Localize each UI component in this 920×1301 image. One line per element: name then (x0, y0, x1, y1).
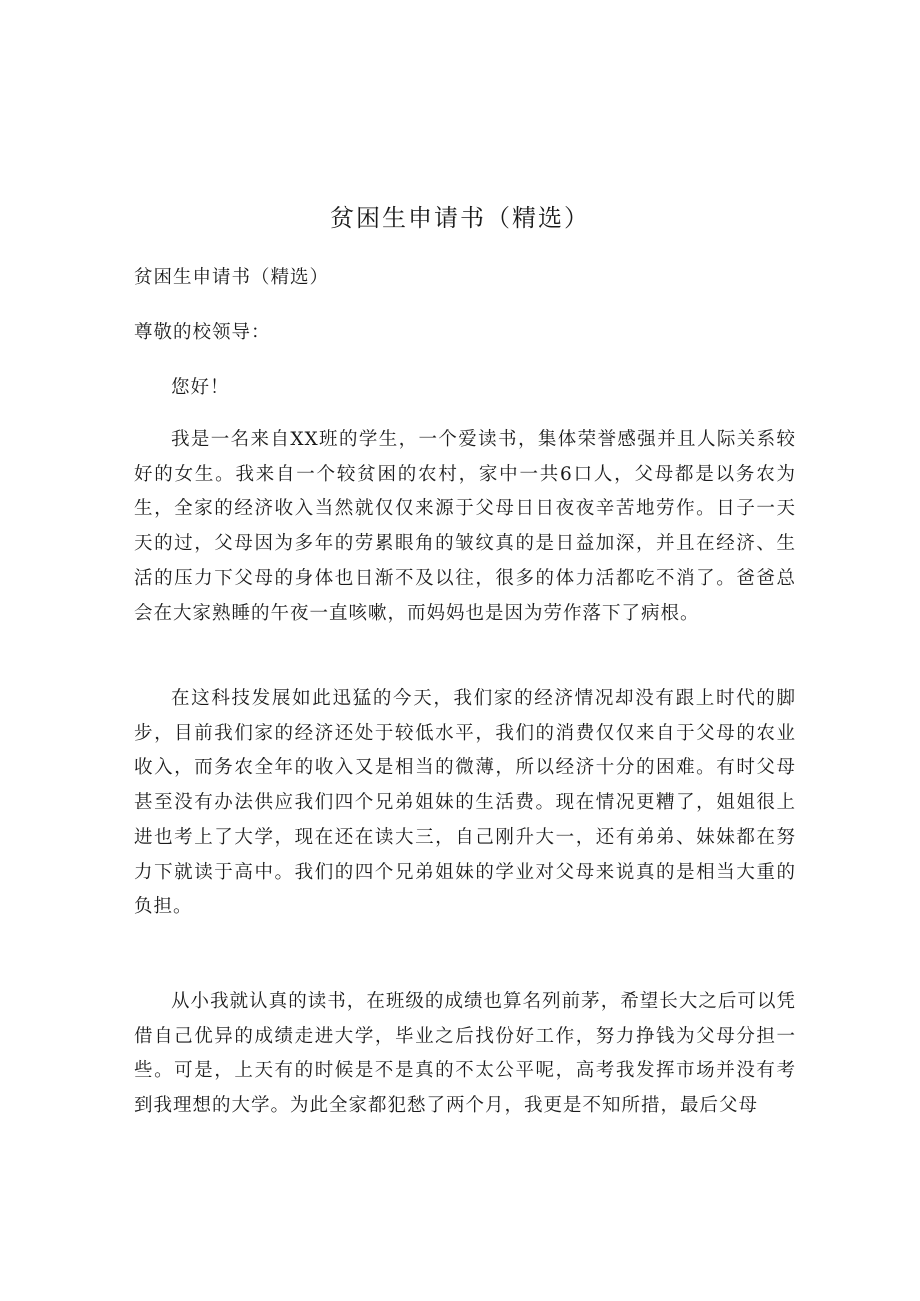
body-paragraph-2: 在这科技发展如此迅猛的今天，我们家的经济情况却没有跟上时代的脚步，目前我们家的经济还处于较低水平，我们的消费仅仅来自于父母的农业收入，而务农全年的收入又是相当的微薄，所以经济十分的困难。有时父母甚至没有办法供应我们四个兄弟姐妹的生活费。现在情况更糟了，姐姐很上进也考上了大学，现在还在读大三，自己刚升大一，还有弟弟、妹妹都在努力下就读于高中。我们的四个兄弟姐妹的学业对父母来说真的是相当大重的负担。 (134, 688, 796, 918)
document-subtitle: 贫困生申请书（精选） (134, 267, 330, 288)
body-paragraph-1: 我是一名来自XX班的学生，一个爱读书，集体荣誉感强并且人际关系较好的女生。我来自一个较贫困的农村，家中一共6口人，父母都是以务农为生，全家的经济收入当然就仅仅来源于父母日日夜夜辛苦地劳作。日子一天天的过，父母因为多年的劳累眼角的皱纹真的是日益加深，并且在经济、生活的压力下父母的身体也日渐不及以往，很多的体力活都吃不消了。爸爸总会在大家熟睡的午夜一直咳嗽，而妈妈也是因为劳作落下了病根。 (134, 429, 796, 624)
body-paragraph-3: 从小我就认真的读书，在班级的成绩也算名列前茅，希望长大之后可以凭借自己优异的成绩走进大学，毕业之后找份好工作，努力挣钱为父母分担一些。可是，上天有的时候是不是真的不太公平呢，高考我发挥市场并没有考到我理想的大学。为此全家都犯愁了两个月，我更是不知所措，最后父母 (134, 991, 796, 1117)
salutation: 尊敬的校领导： (134, 322, 271, 343)
document-title: 贫困生申请书（精选） (330, 204, 590, 232)
greeting: 您好！ (171, 377, 230, 398)
